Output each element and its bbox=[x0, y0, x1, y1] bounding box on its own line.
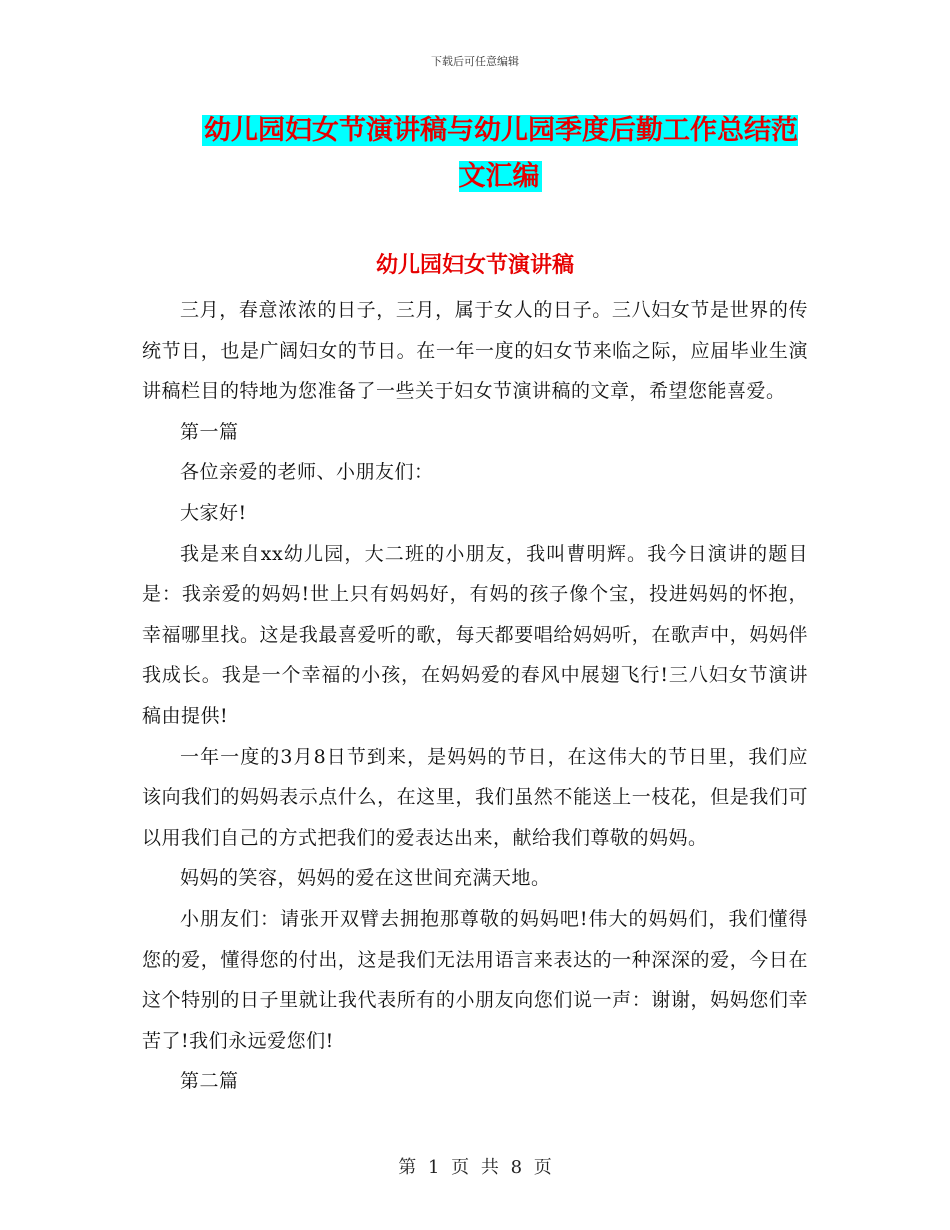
paragraph: 我是来自xx幼儿园，大二班的小朋友，我叫曹明辉。我今日演讲的题目是：我亲爱的妈妈!世上只有妈妈好，有妈的孩子像个宝，投进妈妈的怀抱，幸福哪里找。这是我最喜爱听的歌，每天都要唱给妈妈听，在歌声中，妈妈伴我成长。我是一个幸福的小孩，在妈妈爱的春风中展翅飞行!三八妇女节演讲稿由提供! bbox=[142, 542, 808, 727]
paragraph: 三月，春意浓浓的日子，三月，属于女人的日子。三八妇女节是世界的传统节日，也是广阔妇女的节日。在一年一度的妇女节来临之际，应届毕业生演讲稿栏目的特地为您准备了一些关于妇女节演讲稿的文章，希望您能喜爱。 bbox=[142, 299, 808, 403]
paragraph: 第一篇 bbox=[180, 420, 239, 443]
document-title bbox=[190, 108, 810, 200]
page-footer: 第 1 页 共 8 页 bbox=[398, 1157, 552, 1178]
paragraph: 妈妈的笑容，妈妈的爱在这世间充满天地。 bbox=[180, 867, 551, 890]
header-note: 下载后可任意编辑 bbox=[431, 55, 519, 68]
section-title: 幼儿园妇女节演讲稿 bbox=[375, 253, 574, 278]
document-body bbox=[142, 290, 808, 1102]
paragraph: 第二篇 bbox=[180, 1070, 239, 1093]
paragraph: 小朋友们：请张开双臂去拥抱那尊敬的妈妈吧!伟大的妈妈们，我们懂得您的爱，懂得您的付出，这是我们无法用语言来表达的一种深深的爱，今日在这个特别的日子里就让我代表所有的小朋友向您们说一声：谢谢，妈妈您们幸苦了!我们永远爱您们! bbox=[142, 907, 808, 1052]
paragraph: 大家好! bbox=[180, 501, 247, 524]
paragraph: 一年一度的3月8日节到来，是妈妈的节日，在这伟大的节日里，我们应该向我们的妈妈表示点什么，在这里，我们虽然不能送上一枝花，但是我们可以用我们自己的方式把我们的爱表达出来，献给我们尊敬的妈妈。 bbox=[142, 745, 808, 849]
paragraph: 各位亲爱的老师、小朋友们： bbox=[180, 461, 434, 484]
document-title-text: 幼儿园妇女节演讲稿与幼儿园季度后勤工作总结范文汇编 bbox=[204, 115, 798, 192]
